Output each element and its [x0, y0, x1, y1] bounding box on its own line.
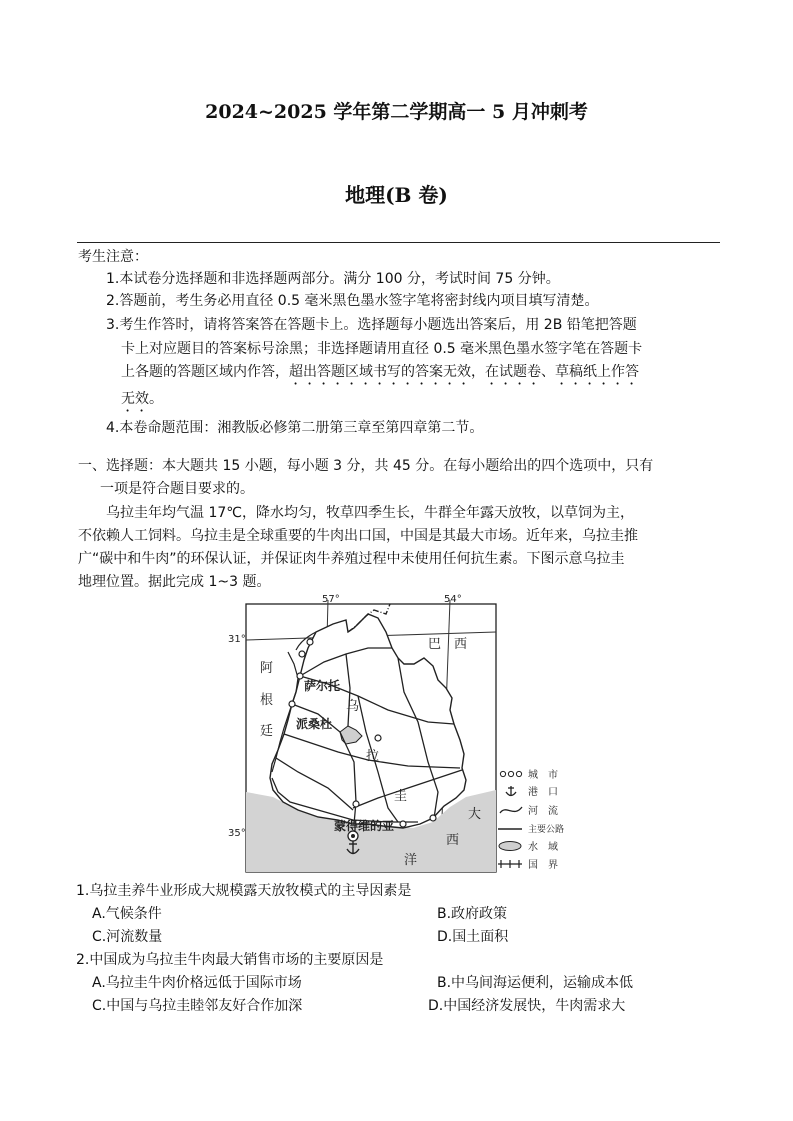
label-argentina-2: 根	[260, 693, 274, 708]
question-2-option-b[interactable]: B.中乌间海运便利，运输成本低	[437, 975, 634, 991]
label-argentina-3: 廷	[260, 724, 274, 739]
legend-river-label: 河 流	[528, 806, 558, 817]
notice-item-3-line3	[121, 361, 639, 388]
label-uruguay-1: 乌	[346, 699, 360, 714]
label-paysandu: 派桑杜	[296, 717, 333, 731]
notice-item-3-line1: 3.考生作答时，请将答案答在答题卡上。选择题每小题选出答案后，用 2B 铅笔把答题	[106, 317, 637, 333]
legend-port-icon	[506, 786, 516, 796]
notice-item-3-line4	[121, 388, 163, 415]
label-montevideo: 蒙得维的亚	[334, 819, 395, 833]
lat-label-35: 35°	[228, 828, 246, 839]
map-legend	[498, 768, 564, 871]
legend-border-label: 国 界	[528, 860, 558, 871]
uruguay-map	[228, 592, 573, 877]
subject-title: 地理(B 卷)	[345, 183, 448, 207]
label-uruguay-2: 拉	[366, 749, 380, 764]
notice-item-3-line4-end: 。	[149, 391, 163, 407]
legend-border-icon	[498, 860, 522, 868]
passage-line3: 广“碳中和牛肉”的环保认证，并保证肉牛养殖过程中未使用任何抗生素。下图示意乌拉圭	[78, 551, 625, 567]
passage-line4: 地理位置。据此完成 1~3 题。	[78, 574, 271, 590]
question-1-option-d[interactable]: D.国土面积	[437, 929, 509, 945]
legend-city-label: 城 市	[528, 770, 558, 781]
label-ocean-3: 洋	[404, 853, 418, 868]
notice-item-3-line3-emphasis: 超出答题区域书写的答案无效，在试题卷、草稿纸上作答	[289, 364, 639, 380]
legend-road-label: 主要公路	[528, 825, 565, 835]
legend-water-icon	[499, 842, 521, 851]
passage-line2: 不依赖人工饲料。乌拉圭是全球重要的牛肉出口国，中国是其最大市场。近年来，乌拉圭推	[78, 528, 638, 544]
label-brazil-1: 巴	[428, 637, 442, 652]
passage-line1: 乌拉圭年均气温 17℃，降水均匀，牧草四季生长，牛群全年露天放牧，以草饲为主，	[106, 505, 634, 521]
label-argentina-1: 阿	[260, 661, 274, 676]
question-2-option-a[interactable]: A.乌拉圭牛肉价格远低于国际市场	[92, 975, 302, 991]
label-uruguay-3: 圭	[394, 789, 408, 804]
notice-item-1: 1.本试卷分选择题和非选择题两部分。满分 100 分，考试时间 75 分钟。	[106, 271, 560, 287]
question-1-option-a[interactable]: A.气候条件	[92, 906, 162, 922]
notice-heading: 考生注意：	[78, 249, 148, 265]
section-1-line2: 一项是符合题目要求的。	[100, 481, 254, 497]
lon-label-54: 54°	[444, 594, 462, 605]
question-2-stem: 2.中国成为乌拉圭牛肉最大销售市场的主要原因是	[76, 952, 384, 968]
header-divider	[77, 242, 720, 243]
question-1-option-c[interactable]: C.河流数量	[92, 929, 163, 945]
exam-title: 2024~2025 学年第二学期高一 5 月冲刺考	[205, 101, 588, 123]
legend-water-label: 水 域	[528, 842, 558, 853]
legend-city-icon	[500, 771, 521, 776]
notice-item-2: 2.答题前，考生务必用直径 0.5 毫米黑色墨水签字笔将密封线内项目填写清楚。	[106, 293, 599, 309]
label-salto: 萨尔托	[304, 679, 341, 693]
notice-item-4: 4.本卷命题范围：湘教版必修第二册第三章至第四章第二节。	[106, 420, 484, 436]
notice-item-3-line3-plain: 上各题的答题区域内作答，	[121, 364, 289, 380]
notice-item-3-line4-emphasis: 无效	[121, 391, 149, 407]
label-brazil-2: 西	[454, 637, 468, 652]
question-2-option-c[interactable]: C.中国与乌拉圭睦邻友好合作加深	[92, 998, 303, 1014]
legend-port-label: 港 口	[528, 787, 558, 798]
lon-label-57: 57°	[322, 594, 340, 605]
montevideo-city-center	[351, 834, 355, 838]
notice-item-3-line2: 卡上对应题目的答案标号涂黑；非选择题请用直径 0.5 毫米黑色墨水签字笔在答题卡	[121, 341, 643, 357]
question-1-stem: 1.乌拉圭养牛业形成大规模露天放牧模式的主导因素是	[76, 883, 412, 899]
label-ocean-1: 大	[468, 807, 482, 822]
lat-label-31: 31°	[228, 634, 246, 645]
section-1-line1: 一、选择题：本大题共 15 小题，每小题 3 分，共 45 分。在每小题给出的四个选项中，只有	[78, 458, 654, 474]
question-2-option-d[interactable]: D.中国经济发展快，牛肉需求大	[428, 998, 626, 1014]
question-1-option-b[interactable]: B.政府政策	[437, 906, 508, 922]
legend-river-icon	[500, 807, 522, 813]
label-ocean-2: 西	[446, 833, 460, 848]
